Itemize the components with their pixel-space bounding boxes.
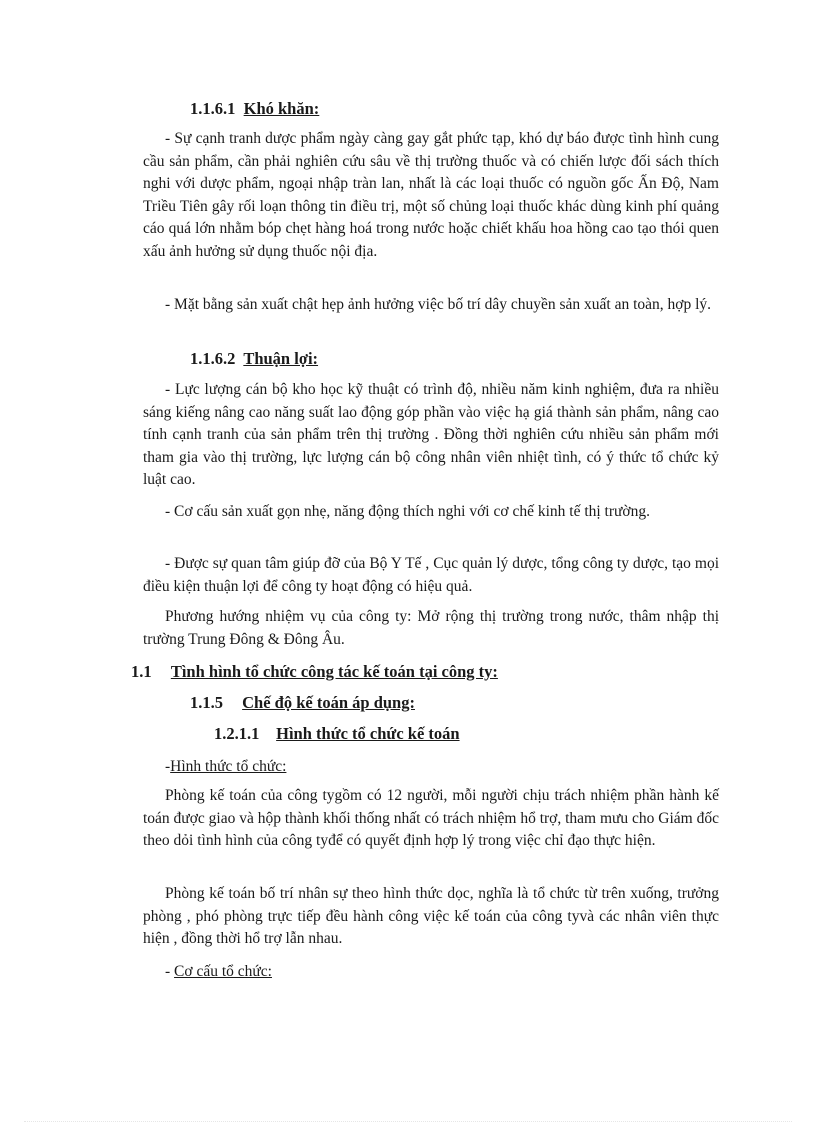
heading-title: Chế độ kế toán áp dụng: (242, 693, 415, 712)
heading-hinh-thuc (214, 724, 460, 744)
paragraph-thuan-loi-3: - Được sự quan tâm giúp đỡ của Bộ Y Tế , Cục quản lý dược, tổng công ty dược, tạo mọi điều kiện thuận lợi để công ty hoạt động có hiệu quả. (143, 555, 719, 595)
label-text: Cơ cấu tổ chức: (174, 963, 272, 980)
page-bottom-rule (24, 1121, 792, 1122)
dash: - (165, 758, 171, 775)
heading-title: Khó khăn: (243, 99, 320, 118)
heading-number: 1.1 (131, 662, 152, 681)
paragraph-phong-ke-toan-2: Phòng kế toán bố trí nhân sự theo hình thức dọc, nghĩa là tổ chức từ trên xuống, trưởng phòng , phó phòng trực tiếp đều hành công việc kế toán của công tyvà các nhân viên thực hiện , đồng thời hổ trợ lẫn nhau. (143, 885, 719, 948)
label-text: Hình thức tổ chức: (170, 758, 287, 775)
dash: - (165, 963, 175, 980)
heading-number: 1.2.1.1 (214, 724, 260, 743)
heading-che-do (190, 693, 415, 713)
paragraph-phong-ke-toan-1: Phòng kế toán của công tygồm có 12 người, mỗi người chịu trách nhiệm phần hành kế toán được giao và hộp thành khối thống nhất có trách nhiệm hổ trợ, tham mưu cho Giám đốc theo dỏi tình hình của công tyđể có quyết định hợp lý trong việc chỉ đạo thực hiện. (143, 787, 719, 850)
heading-number: 1.1.6.2 (190, 349, 236, 368)
heading-tinh-hinh (131, 662, 498, 682)
heading-number: 1.1.6.1 (190, 99, 236, 118)
paragraph-kho-khan-2: - Mặt bằng sản xuất chật hẹp ảnh hưởng việc bố trí dây chuyền sản xuất an toàn, hợp lý. (165, 296, 712, 313)
heading-thuan-loi (190, 349, 318, 369)
paragraph-thuan-loi-1: - Lực lượng cán bộ kho học kỹ thuật có trình độ, nhiều năm kinh nghiệm, đưa ra nhiều sáng kiếng nâng cao năng suất lao động góp phần vào việc hạ giá thành sản phẩm, nâng cao tính cạnh tranh của sản phẩm trên thị trường . Đồng thời nghiên cứu nhiều sản phẩm mới tham gia vào thị trường, lực lượng cán bộ công nhân viên nhiệt tình, có ý thức tổ chức kỷ luật cao. (143, 381, 719, 489)
heading-title: Tình hình tổ chức công tác kế toán tại công ty: (170, 662, 498, 681)
label-hinh-thuc-to-chuc (143, 756, 719, 779)
paragraph-phuong-huong: Phương hướng nhiệm vụ của công ty: Mở rộng thị trường trong nước, thâm nhập thị trường Trung Đông & Đông Âu. (143, 608, 719, 648)
paragraph-kho-khan-1: - Sự cạnh tranh dược phẩm ngày càng gay gắt phức tạp, khó dự báo được tình hình cung cầu sản phẩm, cần phải nghiên cứu sâu về thị trường thuốc và có chiến lược đối sách thích nghi với dược phẩm, ngoại nhập tràn lan, nhất là các loại thuốc có nguồn gốc Ấn Độ, Nam Triều Tiên gây rối loạn thông tin điều trị, một số chủng loại thuốc khác dùng kinh phí quảng cáo quá lớn nhằm bóp chẹt hàng hoá trong nước hoặc chiết khấu hoa hồng cao tạo thói quen xấu ảnh hưởng sử dụng thuốc nội địa. (143, 130, 719, 260)
label-co-cau-to-chuc (143, 961, 719, 984)
heading-kho-khan (190, 99, 319, 119)
heading-title: Hình thức tổ chức kế toán (276, 724, 460, 743)
heading-title: Thuận lợi: (243, 349, 319, 368)
heading-number: 1.1.5 (190, 693, 223, 712)
paragraph-thuan-loi-2: - Cơ cấu sản xuất gọn nhẹ, năng động thích nghi với cơ chế kinh tế thị trường. (165, 503, 650, 520)
